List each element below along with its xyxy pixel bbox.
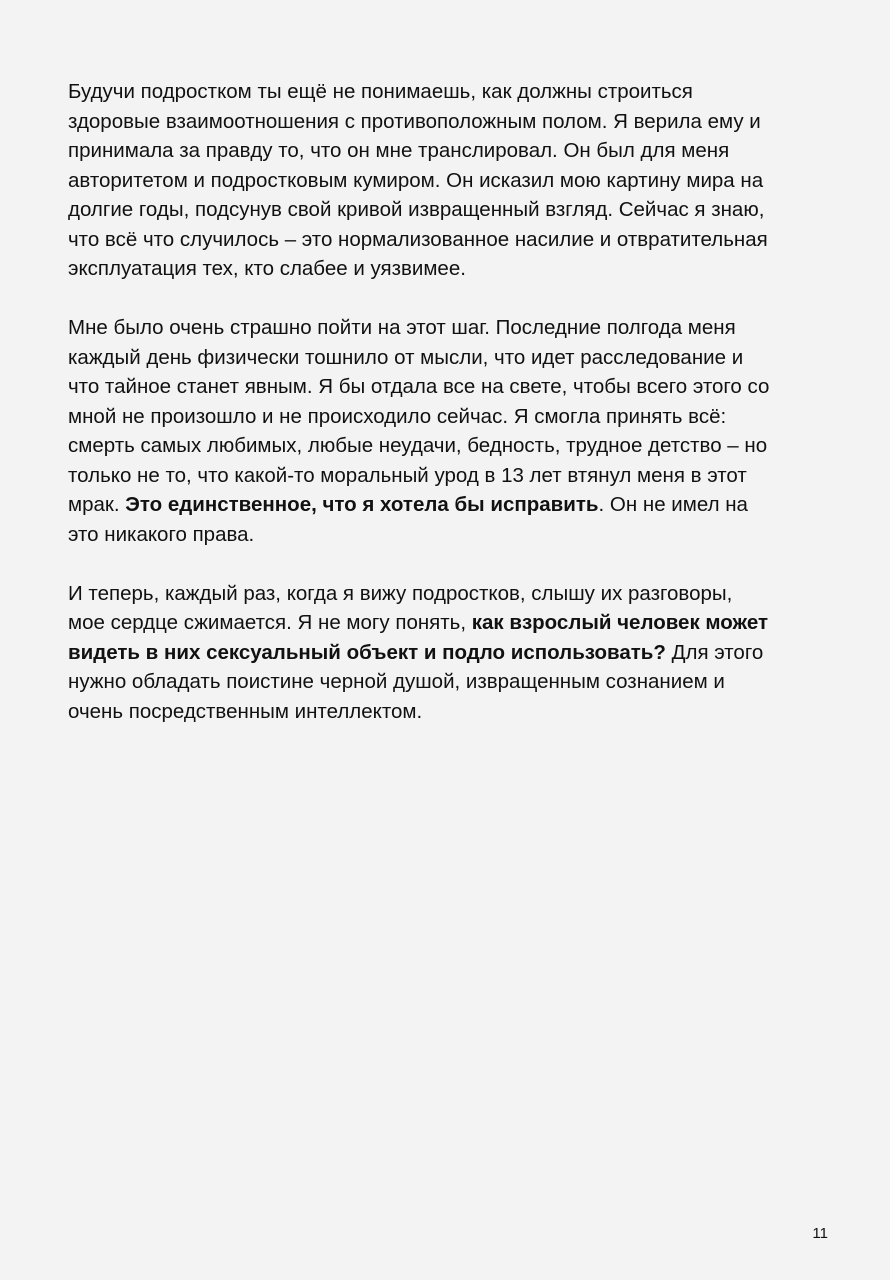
text-line (68, 225, 838, 255)
text-line (68, 343, 838, 373)
text-segment: долгие годы, подсунув свой кривой извращенный взгляд. Сейчас я знаю, (68, 198, 765, 221)
text-line (68, 697, 838, 727)
text-line (68, 579, 838, 609)
bold-text-segment: Это единственное, что я хотела бы исправить (125, 493, 599, 516)
text-line (68, 490, 838, 520)
paragraph (68, 313, 838, 549)
document-body (68, 77, 838, 756)
text-segment: это никакого права. (68, 522, 255, 546)
bold-text-segment: как взрослый человек может (471, 611, 768, 634)
text-line (68, 136, 838, 166)
text-segment: принимала за правду то, что он мне транслировал. Он был для меня (68, 139, 730, 162)
text-line (68, 372, 838, 402)
text-line (68, 313, 838, 343)
text-line (68, 107, 838, 137)
text-line (68, 431, 838, 461)
text-segment: мрак. (68, 493, 126, 516)
paragraph (68, 77, 838, 284)
text-segment: И теперь, каждый раз, когда я вижу подростков, слышу их разговоры, (68, 581, 733, 605)
text-segment: Будучи подростком ты ещё не понимаешь, как должны строиться (68, 80, 693, 103)
text-line (68, 195, 838, 225)
text-segment: мое сердце сжимается. Я не могу понять, (68, 611, 472, 634)
text-line (68, 402, 838, 432)
text-line (68, 667, 838, 697)
text-segment: что тайное станет явным. Я бы отдала все на свете, чтобы всего этого со (68, 375, 770, 398)
page-number: 11 (812, 1225, 828, 1242)
paragraph (68, 579, 838, 727)
text-line (68, 254, 838, 284)
text-segment: каждый день физически тошнило от мысли, что идет расследование и (68, 345, 744, 369)
text-segment: очень посредственным интеллектом. (68, 699, 423, 723)
text-segment: что всё что случилось – это нормализованное насилие и отвратительная (68, 227, 768, 251)
text-segment: Для этого (665, 640, 764, 664)
text-line (68, 166, 838, 196)
text-segment: смерть самых любимых, любые неудачи, бедность, трудное детство – но (68, 434, 768, 457)
text-segment: эксплуатация тех, кто слабее и уязвимее. (68, 257, 466, 280)
text-segment: здоровые взаимоотношения с противоположным полом. Я верила ему и (68, 109, 761, 133)
text-segment: авторитетом и подростковым кумиром. Он исказил мою картину мира на (68, 168, 764, 192)
text-segment: нужно обладать поистине черной душой, извращенным сознанием и (68, 670, 725, 693)
text-line (68, 608, 838, 638)
text-line (68, 638, 838, 668)
bold-text-segment: видеть в них сексуальный объект и подло использовать? (68, 640, 666, 664)
text-line (68, 77, 838, 107)
text-segment: . Он не имел на (598, 493, 748, 516)
text-segment: только не то, что какой-то моральный урод в 13 лет втянул меня в этот (68, 463, 747, 487)
text-segment: мной не произошло и не происходило сейчас. Я смогла принять всё: (68, 404, 727, 428)
text-line (68, 461, 838, 491)
text-segment: Мне было очень страшно пойти на этот шаг. Последние полгода меня (68, 316, 736, 339)
text-line (68, 520, 838, 550)
